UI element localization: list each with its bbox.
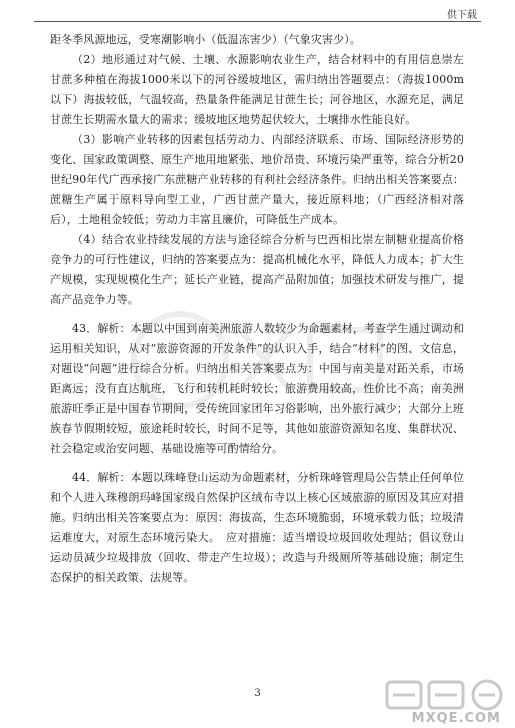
header-note: 供下载 bbox=[447, 10, 477, 21]
paragraph-1: 距冬季风源地远，受寒潮影响小（低温冻害少）（气象灾害少）。 bbox=[50, 33, 361, 46]
page-number: 3 bbox=[254, 688, 261, 699]
paragraph-gap bbox=[50, 310, 464, 319]
header-divider bbox=[34, 21, 481, 22]
document-body bbox=[50, 30, 464, 588]
paragraph-43-answer: 43．解析：本题以中国到南美洲旅游人数较少为命题素材，考查学生通过调动和运用相关知识，从对“旅游资源的开发条件”的认识入手，结合“材料”的图、文信息，对题设“问题”进行综合分析。归纳出相关答案要点为：中国与南美是对跖关系，市场距离远；没有直达航班，飞行和转机耗时较长；旅游费用较高，性价比不高；南美洲旅游旺季正是中国春节期间，受传统回家团年习俗影响，出外旅行减少；大部分上班族春节假期较短，旅途耗时较长，时间不足等，其他如旅游资源知名度、集群状况、社会稳定或治安问题、基础设施等可酌情给分。 bbox=[50, 322, 464, 455]
paragraph-gap bbox=[50, 459, 464, 468]
site-logo-text: MXQE.COM bbox=[411, 711, 501, 726]
paragraph-44-answer: 44．解析：本题以珠峰登山运动为命题素材，分析珠峰管理局公告禁止任何单位和个人进入珠穆朗玛峰国家级自然保护区绒布寺以上核心区域旅游的原因及其应对措施。归纳出相关答案要点为：原因：海拔高，生态环境脆弱，环境承载力低；垃圾清运难度大，对原生态环境污染大。 应对措施：适当增设垃圾回收处理站；倡议登山运动员减少垃圾排放（回收、带走产生垃圾）；改造与升级厕所等基础设施；制定生态保护的相关政策、法规等。 bbox=[50, 471, 464, 584]
paragraph-2: （2）地形通过对气候、土壤、水源影响农业生产，结合材料中的有用信息崇左甘蔗多种植在海拔1000米以下的河谷缓坡地区，需归纳出答题要点：（海拔1000m以下）海拔较低，气温较高，热量条件能满足甘蔗生长；河谷地区，水源充足，满足甘蔗生长期需水量大的需求；缓坡地区地势起伏较大，土壤排水性能良好。 bbox=[50, 53, 464, 126]
paragraph-4: （4）结合农业持续发展的方法与途径综合分析与巴西相比崇左制糖业提高价格竞争力的可行性建议，归纳的答案要点为：提高机械化水平，降低人力成本；扩大生产规模，实现规模化生产；延长产业链，提高产品附加值；加强技术研发与推广，提高产品竞争力等。 bbox=[50, 233, 464, 306]
paragraph-3: （3）影响产业转移的因素包括劳动力、内部经济联系、市场、国际经济形势的变化、国家政策调整、原生产地用地紧张、地价昂贵、环境污染严重等，综合分析20世纪90年代广西承接广东蔗糖产业转移的有利社会经济条件。归纳出相关答案要点：蔗糖生产属于原料导向型工业，广西甘蔗产量大，接近原料地；（广西经济相对落后），土地租金较低；劳动力丰富且廉价，可降低生产成本。 bbox=[50, 133, 464, 226]
